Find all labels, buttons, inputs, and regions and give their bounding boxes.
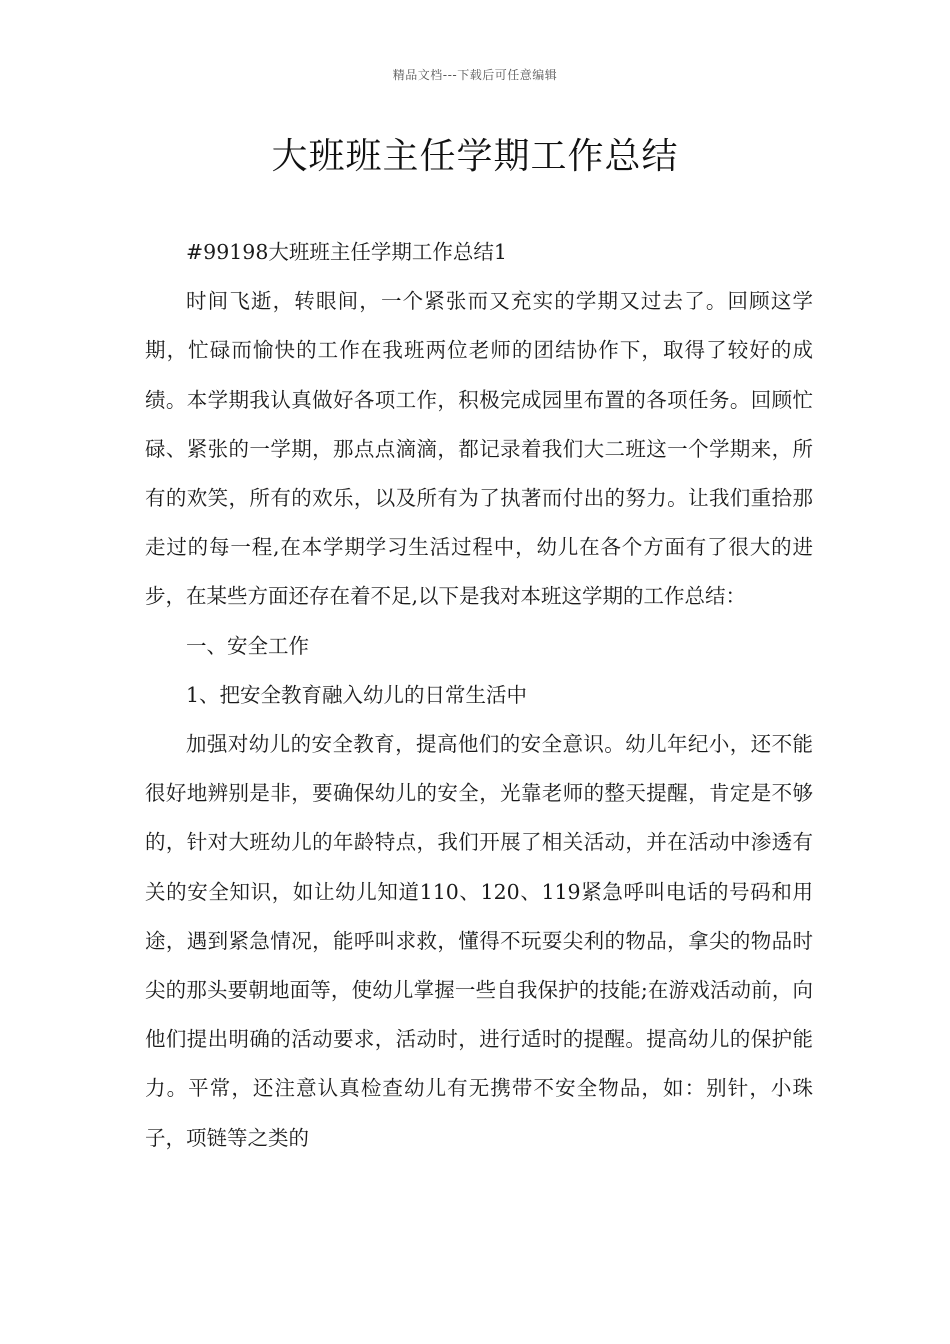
- body-paragraph: 时间飞逝，转眼间，一个紧张而又充实的学期又过去了。回顾这学期，忙碌而愉快的工作在我班两位老师的团结协作下，取得了较好的成绩。本学期我认真做好各项工作，积极完成园里布置的各项任务。回顾忙碌、紧张的一学期，那点点滴滴，都记录着我们大二班这一个学期来，所有的欢笑，所有的欢乐，以及所有为了执著而付出的努力。让我们重拾那走过的每一程,在本学期学习生活过程中，幼儿在各个方面有了很大的进步，在某些方面还存在着不足,以下是我对本班这学期的工作总结：: [145, 289, 813, 609]
- header-note: 精品文档---下载后可任意编辑: [392, 68, 558, 82]
- subsection-heading: 1、把安全教育融入幼儿的日常生活中: [186, 682, 528, 707]
- body-paragraph: 加强对幼儿的安全教育，提高他们的安全意识。幼儿年纪小，还不能很好地辨别是非，要确保幼儿的安全，光靠老师的整天提醒，肯定是不够的，针对大班幼儿的年龄特点，我们开展了相关活动，并在活动中渗透有关的安全知识，如让幼儿知道110、120、119紧急呼叫电话的号码和用途，遇到紧急情况，能呼叫求救，懂得不玩耍尖利的物品，拿尖的物品时尖的那头要朝地面等，使幼儿掌握一些自我保护的技能;在游戏活动前，向他们提出明确的活动要求，活动时，进行适时的提醒。提高幼儿的保护能力。平常，还注意认真检查幼儿有无携带不安全物品，如：别针，小珠子，项链等之类的: [145, 732, 813, 1150]
- document-title: 大班班主任学期工作总结: [271, 136, 679, 177]
- document-body: [145, 228, 813, 1163]
- section-subtitle: #99198大班班主任学期工作总结1: [186, 240, 507, 264]
- section-heading: 一、安全工作: [186, 633, 309, 658]
